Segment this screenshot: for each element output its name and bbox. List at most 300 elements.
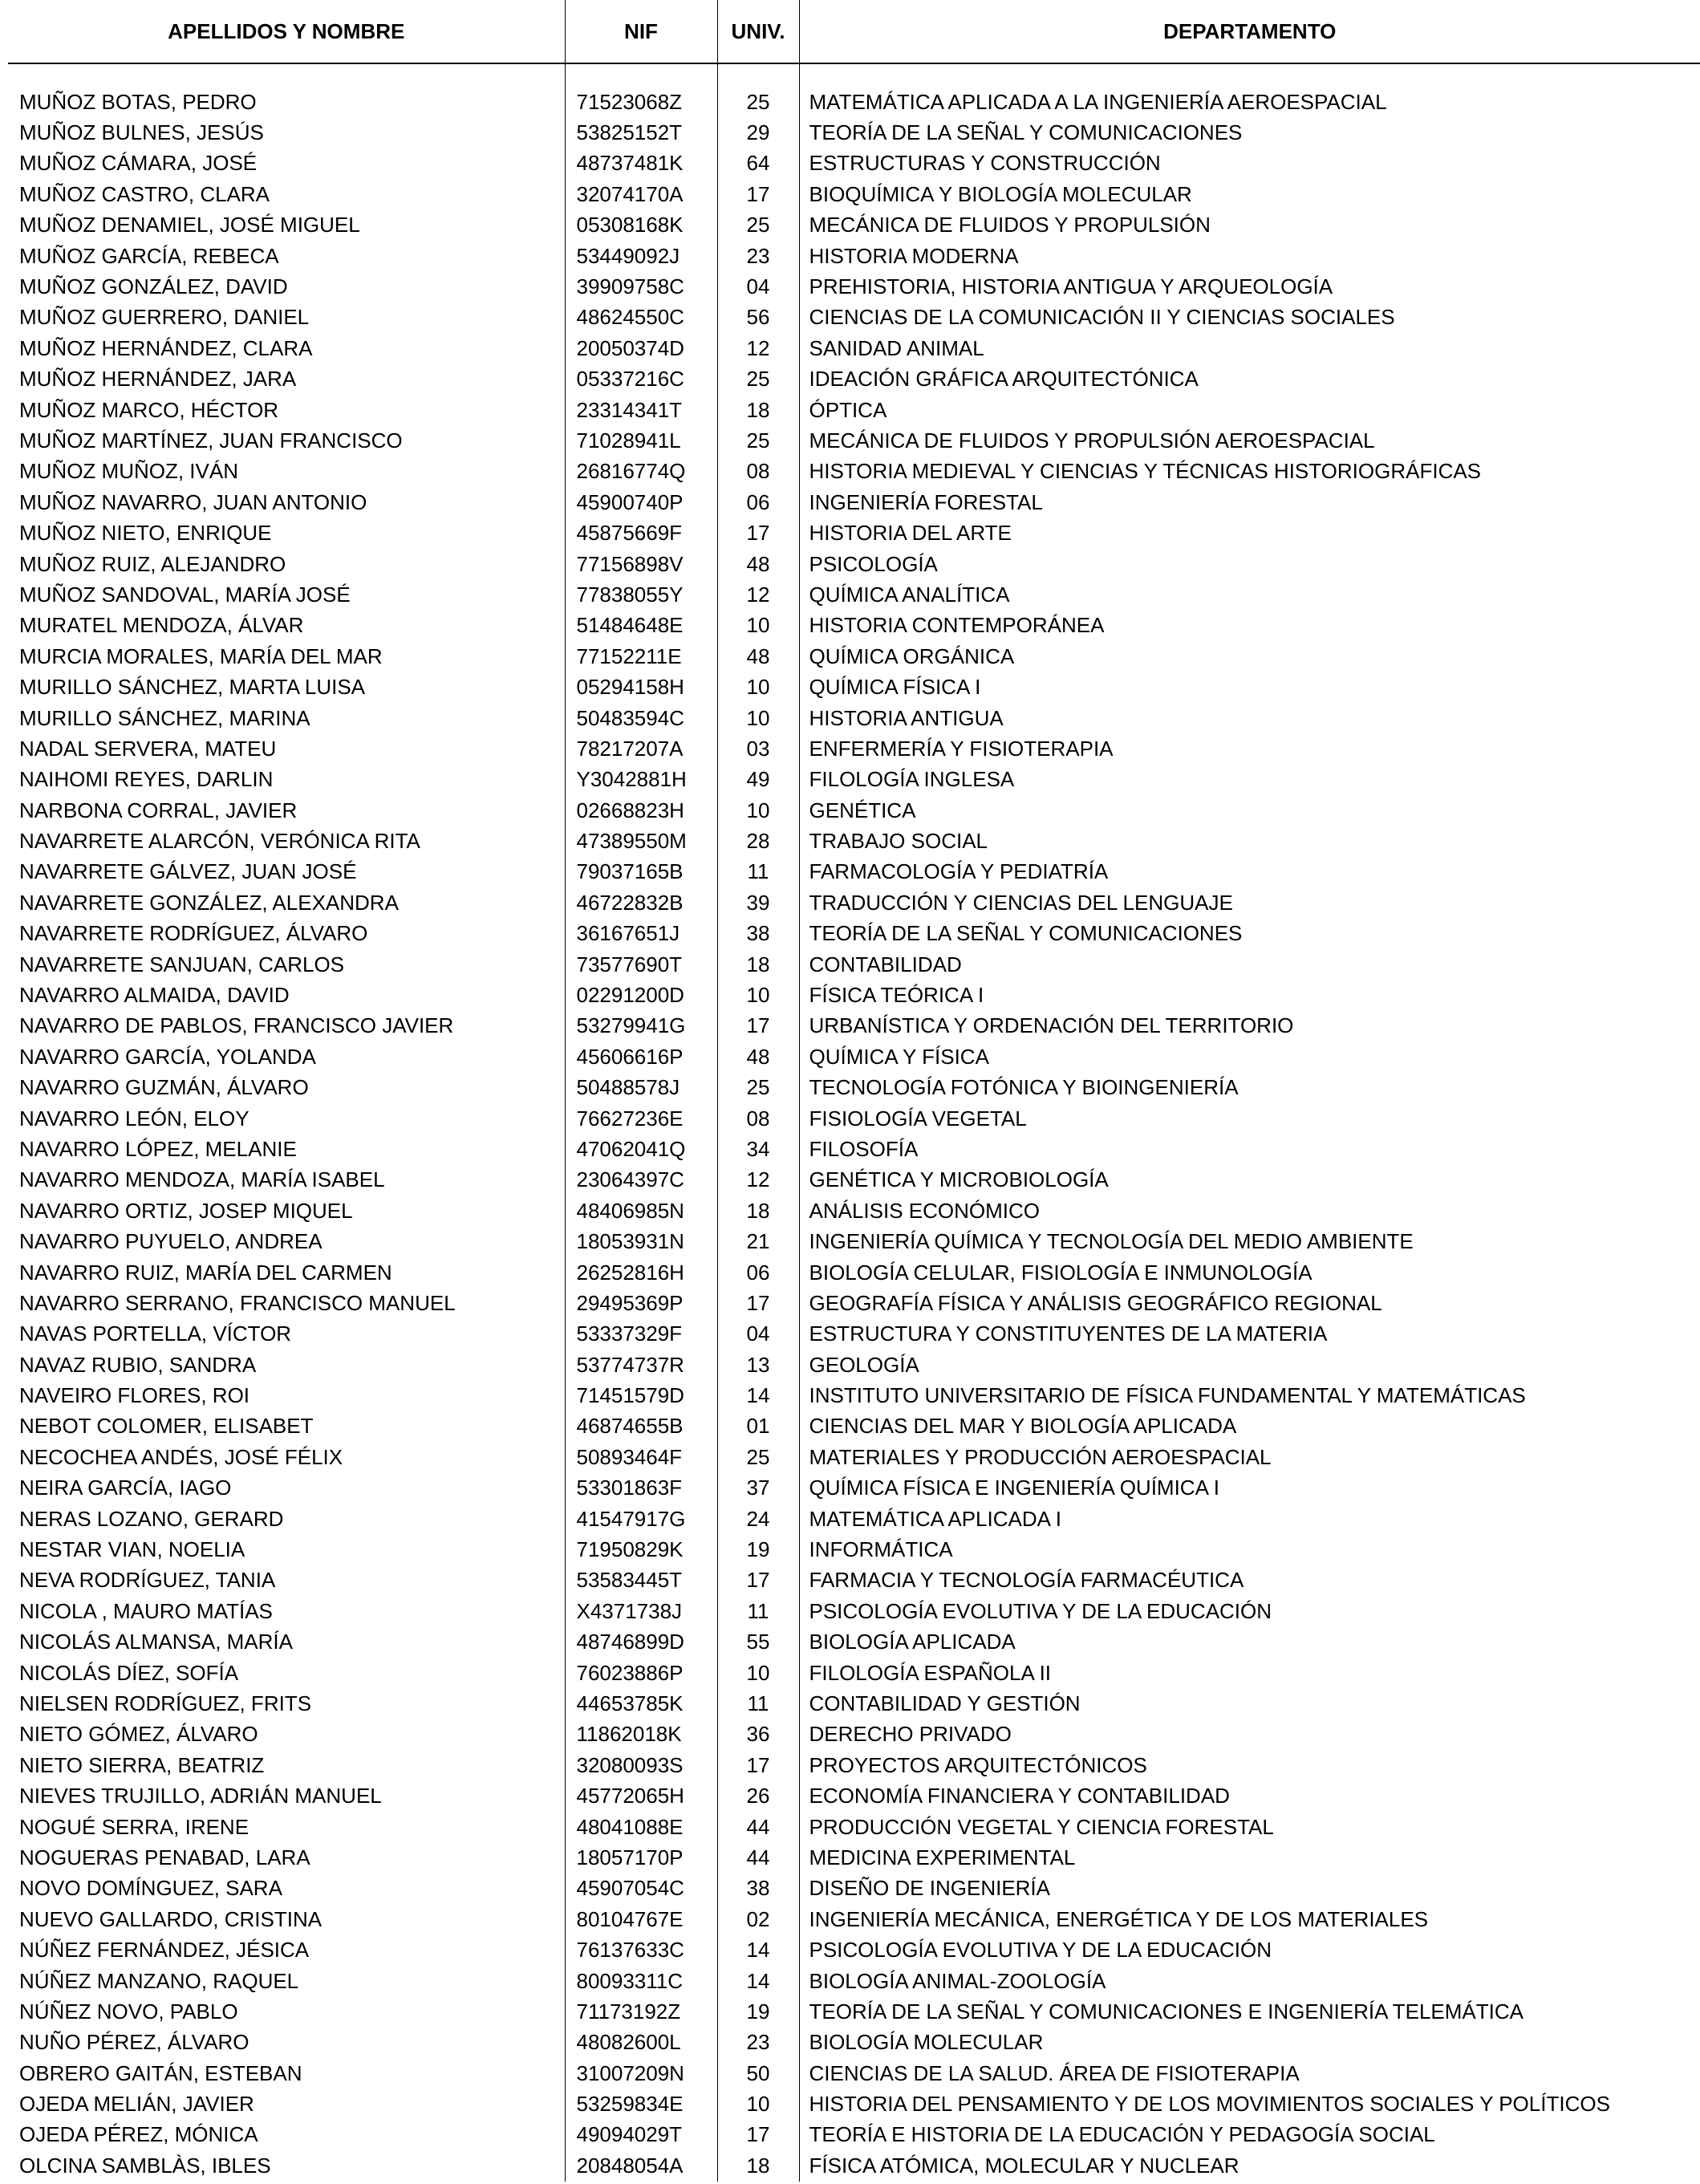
cell-department: ESTRUCTURAS Y CONSTRUCCIÓN (809, 151, 1161, 176)
cell-nif: 20050374D (565, 333, 717, 363)
cell-univ: 38 (717, 919, 799, 949)
table-row (8, 1473, 1700, 1504)
cell-nif: 23064397C (565, 1165, 717, 1196)
cell-univ: 23 (717, 241, 799, 271)
cell-univ: 48 (717, 549, 799, 579)
cell-univ: 10 (717, 672, 799, 702)
cell-univ: 10 (717, 611, 799, 641)
spacer-row (8, 63, 1700, 87)
header-univ: UNIV. (717, 0, 799, 63)
cell-univ: 49 (717, 765, 799, 795)
cell-nif: 45907054C (565, 1873, 717, 1904)
cell-name: NAVARRO DE PABLOS, FRANCISCO JAVIER (8, 1011, 565, 1041)
table-row (8, 1596, 1700, 1626)
table-row (8, 1011, 1700, 1041)
cell-name: MURCIA MORALES, MARÍA DEL MAR (8, 641, 565, 672)
cell-univ: 18 (717, 949, 799, 980)
cell-univ: 11 (717, 1596, 799, 1626)
cell-univ: 64 (717, 148, 799, 179)
cell-name: OJEDA MELIÁN, JAVIER (8, 2089, 565, 2119)
cell-univ: 14 (717, 1380, 799, 1411)
cell-univ: 02 (717, 1904, 799, 1934)
cell-nif: 47062041Q (565, 1134, 717, 1164)
cell-department: DERECHO PRIVADO (809, 1722, 1012, 1747)
cell-department: GEOLOGÍA (809, 1352, 919, 1377)
table-row (8, 1688, 1700, 1719)
cell-nif: 71451579D (565, 1380, 717, 1411)
cell-nif: 46722832B (565, 887, 717, 918)
cell-department: PSICOLOGÍA (809, 551, 938, 576)
cell-nif: 76023886P (565, 1658, 717, 1688)
cell-nif: 48746899D (565, 1627, 717, 1658)
cell-nif: 48082600L (565, 2028, 717, 2058)
cell-department: QUÍMICA ORGÁNICA (809, 643, 1015, 668)
cell-univ: 23 (717, 2028, 799, 2058)
cell-name: NAVEIRO FLORES, ROI (8, 1380, 565, 1411)
cell-nif: 20848054A (565, 2150, 717, 2181)
cell-univ: 56 (717, 302, 799, 333)
cell-univ: 10 (717, 980, 799, 1010)
cell-univ: 17 (717, 1565, 799, 1596)
table-row (8, 887, 1700, 918)
cell-nif: 50893464F (565, 1442, 717, 1472)
table-row (8, 179, 1700, 209)
table-row (8, 1934, 1700, 1965)
table-row (8, 2120, 1700, 2150)
cell-name: NESTAR VIAN, NOELIA (8, 1534, 565, 1565)
cell-nif: 51484648E (565, 611, 717, 641)
cell-department: BIOLOGÍA APLICADA (809, 1630, 1016, 1654)
cell-department: CIENCIAS DE LA SALUD. ÁREA DE FISIOTERAPIA (809, 2060, 1300, 2085)
cell-nif: 02668823H (565, 795, 717, 826)
cell-department: BIOQUÍMICA Y BIOLOGÍA MOLECULAR (809, 181, 1192, 206)
cell-univ: 29 (717, 117, 799, 148)
cell-nif: 49094029T (565, 2120, 717, 2150)
table-row (8, 549, 1700, 579)
cell-nif: 53279941G (565, 1011, 717, 1041)
cell-nif: 48737481K (565, 148, 717, 179)
cell-name: NEIRA GARCÍA, IAGO (8, 1473, 565, 1504)
cell-nif: X4371738J (565, 1596, 717, 1626)
cell-name: NAVARRO GARCÍA, YOLANDA (8, 1041, 565, 1072)
table-row (8, 826, 1700, 856)
cell-department: FILOSOFÍA (809, 1136, 919, 1161)
cell-nif: 76627236E (565, 1103, 717, 1134)
cell-univ: 25 (717, 1073, 799, 1103)
cell-department: TRABAJO SOCIAL (809, 829, 988, 854)
cell-name: NICOLA , MAURO MATÍAS (8, 1596, 565, 1626)
table-row (8, 2150, 1700, 2181)
cell-department: BIOLOGÍA MOLECULAR (809, 2030, 1044, 2055)
cell-name: MUÑOZ DENAMIEL, JOSÉ MIGUEL (8, 210, 565, 241)
cell-univ: 17 (717, 2120, 799, 2150)
cell-nif: 11862018K (565, 1719, 717, 1750)
cell-name: MUÑOZ MARTÍNEZ, JUAN FRANCISCO (8, 425, 565, 456)
cell-department: ENFERMERÍA Y FISIOTERAPIA (809, 736, 1114, 761)
cell-department: MECÁNICA DE FLUIDOS Y PROPULSIÓN AEROESPACIAL (809, 428, 1375, 453)
cell-univ: 17 (717, 179, 799, 209)
cell-name: NUEVO GALLARDO, CRISTINA (8, 1904, 565, 1934)
cell-name: NICOLÁS ALMANSA, MARÍA (8, 1627, 565, 1658)
cell-univ: 17 (717, 1288, 799, 1318)
cell-univ: 06 (717, 487, 799, 518)
table-row (8, 87, 1700, 117)
cell-department: CONTABILIDAD Y GESTIÓN (809, 1691, 1081, 1715)
cell-univ: 28 (717, 826, 799, 856)
cell-nif: 45606616P (565, 1041, 717, 1072)
cell-name: NARBONA CORRAL, JAVIER (8, 795, 565, 826)
cell-univ: 34 (717, 1134, 799, 1164)
cell-nif: 77152211E (565, 641, 717, 672)
cell-nif: 45900740P (565, 487, 717, 518)
cell-name: NEVA RODRÍGUEZ, TANIA (8, 1565, 565, 1596)
table-row (8, 1288, 1700, 1318)
cell-name: MUÑOZ BOTAS, PEDRO (8, 87, 565, 117)
table-row (8, 1442, 1700, 1472)
table-row (8, 1966, 1700, 1996)
cell-nif: 45772065H (565, 1780, 717, 1811)
cell-name: NAIHOMI REYES, DARLIN (8, 765, 565, 795)
cell-department: GENÉTICA Y MICROBIOLOGÍA (809, 1167, 1109, 1192)
cell-nif: 48041088E (565, 1812, 717, 1842)
cell-nif: 48624550C (565, 302, 717, 333)
cell-nif: 53259834E (565, 2089, 717, 2119)
table-row (8, 1534, 1700, 1565)
cell-name: OBRERO GAITÁN, ESTEBAN (8, 2058, 565, 2089)
table-row (8, 302, 1700, 333)
table-row (8, 1380, 1700, 1411)
cell-department: HISTORIA DEL PENSAMIENTO Y DE LOS MOVIMIENTOS SOCIALES Y POLÍTICOS (809, 2092, 1610, 2117)
cell-univ: 26 (717, 1780, 799, 1811)
cell-univ: 11 (717, 857, 799, 887)
cell-department: PRODUCCIÓN VEGETAL Y CIENCIA FORESTAL (809, 1814, 1274, 1839)
table-row (8, 919, 1700, 949)
cell-department: TRADUCCIÓN Y CIENCIAS DEL LENGUAJE (809, 890, 1233, 915)
cell-nif: 71950829K (565, 1534, 717, 1565)
cell-department: CIENCIAS DEL MAR Y BIOLOGÍA APLICADA (809, 1414, 1237, 1439)
cell-name: NAVARRO LÓPEZ, MELANIE (8, 1134, 565, 1164)
table-row (8, 1750, 1700, 1780)
cell-univ: 18 (717, 2150, 799, 2181)
cell-univ: 37 (717, 1473, 799, 1504)
cell-univ: 04 (717, 1319, 799, 1350)
cell-name: NECOCHEA ANDÉS, JOSÉ FÉLIX (8, 1442, 565, 1472)
cell-nif: 50483594C (565, 703, 717, 733)
cell-univ: 19 (717, 1534, 799, 1565)
table-row (8, 271, 1700, 302)
header-department: DEPARTAMENTO (799, 0, 1700, 63)
cell-department: ESTRUCTURA Y CONSTITUYENTES DE LA MATERIA (809, 1321, 1328, 1346)
cell-univ: 36 (717, 1719, 799, 1750)
cell-name: NAVAZ RUBIO, SANDRA (8, 1350, 565, 1380)
cell-nif: 36167651J (565, 919, 717, 949)
cell-department: FARMACOLOGÍA Y PEDIATRÍA (809, 859, 1109, 884)
cell-name: MUÑOZ BULNES, JESÚS (8, 117, 565, 148)
cell-univ: 10 (717, 703, 799, 733)
cell-department: HISTORIA ANTIGUA (809, 705, 1004, 730)
cell-name: MUÑOZ NAVARRO, JUAN ANTONIO (8, 487, 565, 518)
cell-department: ÓPTICA (809, 397, 887, 422)
cell-name: MUÑOZ GONZÁLEZ, DAVID (8, 271, 565, 302)
table-row (8, 1812, 1700, 1842)
cell-univ: 39 (717, 887, 799, 918)
cell-univ: 21 (717, 1226, 799, 1256)
cell-department: QUÍMICA FÍSICA E INGENIERÍA QUÍMICA I (809, 1476, 1219, 1500)
cell-department: MATERIALES Y PRODUCCIÓN AEROESPACIAL (809, 1444, 1272, 1469)
cell-department: PSICOLOGÍA EVOLUTIVA Y DE LA EDUCACIÓN (809, 1598, 1272, 1623)
cell-department: QUÍMICA Y FÍSICA (809, 1044, 989, 1069)
cell-nif: 53774737R (565, 1350, 717, 1380)
cell-nif: 77156898V (565, 549, 717, 579)
cell-univ: 12 (717, 579, 799, 610)
cell-nif: 78217207A (565, 733, 717, 764)
cell-department: ANÁLISIS ECONÓMICO (809, 1198, 1040, 1223)
cell-department: INGENIERÍA MECÁNICA, ENERGÉTICA Y DE LOS MATERIALES (809, 1906, 1429, 1931)
table-row (8, 1996, 1700, 2027)
cell-nif: 02291200D (565, 980, 717, 1010)
cell-univ: 10 (717, 795, 799, 826)
table-row (8, 364, 1700, 395)
cell-department: FARMACIA Y TECNOLOGÍA FARMACÉUTICA (809, 1568, 1244, 1593)
cell-univ: 18 (717, 1196, 799, 1226)
cell-name: NAVARRETE GONZÁLEZ, ALEXANDRA (8, 887, 565, 918)
cell-department: QUÍMICA FÍSICA I (809, 675, 981, 700)
table-row (8, 395, 1700, 425)
table-row (8, 1257, 1700, 1288)
cell-nif: 45875669F (565, 518, 717, 548)
cell-name: NÚÑEZ FERNÁNDEZ, JÉSICA (8, 1934, 565, 1965)
table-row (8, 949, 1700, 980)
cell-univ: 25 (717, 87, 799, 117)
table-row (8, 518, 1700, 548)
cell-name: NÚÑEZ MANZANO, RAQUEL (8, 1966, 565, 1996)
cell-name: NÚÑEZ NOVO, PABLO (8, 1996, 565, 2027)
table-row (8, 148, 1700, 179)
cell-nif: 50488578J (565, 1073, 717, 1103)
cell-name: NOGUÉ SERRA, IRENE (8, 1812, 565, 1842)
cell-nif: 80093311C (565, 1966, 717, 1996)
table-row (8, 765, 1700, 795)
cell-univ: 10 (717, 1658, 799, 1688)
cell-department: TEORÍA DE LA SEÑAL Y COMUNICACIONES (809, 120, 1243, 145)
cell-department: BIOLOGÍA ANIMAL-ZOOLOGÍA (809, 1968, 1106, 1993)
cell-nif: Y3042881H (565, 765, 717, 795)
cell-name: NERAS LOZANO, GERARD (8, 1504, 565, 1534)
cell-nif: 32080093S (565, 1750, 717, 1780)
cell-univ: 14 (717, 1934, 799, 1965)
table-row (8, 1904, 1700, 1934)
table-row (8, 641, 1700, 672)
cell-name: NAVARRO MENDOZA, MARÍA ISABEL (8, 1165, 565, 1196)
cell-name: NAVARRO RUIZ, MARÍA DEL CARMEN (8, 1257, 565, 1288)
cell-department: INGENIERÍA QUÍMICA Y TECNOLOGÍA DEL MEDIO AMBIENTE (809, 1229, 1414, 1254)
cell-univ: 44 (717, 1812, 799, 1842)
header-name: APELLIDOS Y NOMBRE (8, 0, 565, 63)
cell-nif: 73577690T (565, 949, 717, 980)
cell-department: HISTORIA MODERNA (809, 243, 1019, 268)
cell-nif: 53301863F (565, 1473, 717, 1504)
cell-name: MUÑOZ CÁMARA, JOSÉ (8, 148, 565, 179)
cell-univ: 13 (717, 1350, 799, 1380)
cell-name: OLCINA SAMBLÀS, IBLES (8, 2150, 565, 2181)
cell-name: NADAL SERVERA, MATEU (8, 733, 565, 764)
cell-nif: 39909758C (565, 271, 717, 302)
table-row (8, 333, 1700, 363)
table-row (8, 1350, 1700, 1380)
cell-department: HISTORIA MEDIEVAL Y CIENCIAS Y TÉCNICAS HISTORIOGRÁFICAS (809, 459, 1482, 484)
cell-name: NAVARRO SERRANO, FRANCISCO MANUEL (8, 1288, 565, 1318)
cell-department: HISTORIA DEL ARTE (809, 521, 1012, 546)
table-header (8, 0, 1700, 63)
cell-department: CIENCIAS DE LA COMUNICACIÓN II Y CIENCIAS SOCIALES (809, 305, 1395, 330)
cell-nif: 80104767E (565, 1904, 717, 1934)
table-row (8, 1842, 1700, 1873)
cell-name: NAVARRO LEÓN, ELOY (8, 1103, 565, 1134)
cell-name: MUÑOZ GARCÍA, REBECA (8, 241, 565, 271)
table-row (8, 425, 1700, 456)
cell-department: ECONOMÍA FINANCIERA Y CONTABILIDAD (809, 1784, 1230, 1808)
cell-department: TECNOLOGÍA FOTÓNICA Y BIOINGENIERÍA (809, 1075, 1239, 1100)
table-row (8, 579, 1700, 610)
cell-department: PREHISTORIA, HISTORIA ANTIGUA Y ARQUEOLOGÍA (809, 274, 1333, 299)
cell-nif: 76137633C (565, 1934, 717, 1965)
cell-name: NOGUERAS PENABAD, LARA (8, 1842, 565, 1873)
table-row (8, 457, 1700, 487)
table-row (8, 1658, 1700, 1688)
table-row (8, 672, 1700, 702)
table-row (8, 1226, 1700, 1256)
cell-department: TEORÍA DE LA SEÑAL Y COMUNICACIONES E INGENIERÍA TELEMÁTICA (809, 1999, 1524, 2024)
cell-name: MURILLO SÁNCHEZ, MARINA (8, 703, 565, 733)
cell-nif: 53449092J (565, 241, 717, 271)
cell-nif: 18053931N (565, 1226, 717, 1256)
table-row (8, 2089, 1700, 2119)
table-row (8, 1196, 1700, 1226)
table-row (8, 1103, 1700, 1134)
cell-name: NUÑO PÉREZ, ÁLVARO (8, 2028, 565, 2058)
cell-name: OJEDA PÉREZ, MÓNICA (8, 2120, 565, 2150)
cell-name: MUÑOZ MARCO, HÉCTOR (8, 395, 565, 425)
cell-name: MURILLO SÁNCHEZ, MARTA LUISA (8, 672, 565, 702)
cell-univ: 06 (717, 1257, 799, 1288)
cell-department: TEORÍA DE LA SEÑAL Y COMUNICACIONES (809, 921, 1243, 946)
cell-nif: 44653785K (565, 1688, 717, 1719)
cell-department: FISIOLOGÍA VEGETAL (809, 1106, 1027, 1131)
cell-nif: 29495369P (565, 1288, 717, 1318)
cell-univ: 11 (717, 1688, 799, 1719)
cell-name: NAVARRETE ALARCÓN, VERÓNICA RITA (8, 826, 565, 856)
cell-department: FÍSICA TEÓRICA I (809, 983, 984, 1008)
cell-department: IDEACIÓN GRÁFICA ARQUITECTÓNICA (809, 367, 1199, 392)
cell-univ: 12 (717, 1165, 799, 1196)
cell-name: NAVARRETE RODRÍGUEZ, ÁLVARO (8, 919, 565, 949)
table-row (8, 1565, 1700, 1596)
table-row (8, 2028, 1700, 2058)
cell-nif: 77838055Y (565, 579, 717, 610)
table-row (8, 703, 1700, 733)
cell-nif: 71523068Z (565, 87, 717, 117)
cell-nif: 26252816H (565, 1257, 717, 1288)
table-row (8, 1165, 1700, 1196)
cell-univ: 08 (717, 1103, 799, 1134)
cell-department: DISEÑO DE INGENIERÍA (809, 1876, 1050, 1901)
cell-name: MUÑOZ RUIZ, ALEJANDRO (8, 549, 565, 579)
header-nif: NIF (565, 0, 717, 63)
table-row (8, 1504, 1700, 1534)
cell-name: MUÑOZ CASTRO, CLARA (8, 179, 565, 209)
cell-univ: 24 (717, 1504, 799, 1534)
cell-department: GEOGRAFÍA FÍSICA Y ANÁLISIS GEOGRÁFICO REGIONAL (809, 1290, 1382, 1315)
table-row (8, 1873, 1700, 1904)
cell-name: MURATEL MENDOZA, ÁLVAR (8, 611, 565, 641)
table-row (8, 611, 1700, 641)
cell-univ: 14 (717, 1966, 799, 1996)
cell-nif: 46874655B (565, 1411, 717, 1442)
cell-nif: 26816774Q (565, 457, 717, 487)
cell-name: NAVARRO PUYUELO, ANDREA (8, 1226, 565, 1256)
cell-univ: 04 (717, 271, 799, 302)
cell-department: INFORMÁTICA (809, 1537, 953, 1562)
cell-nif: 53337329F (565, 1319, 717, 1350)
cell-nif: 71173192Z (565, 1996, 717, 2027)
cell-department: MEDICINA EXPERIMENTAL (809, 1845, 1076, 1869)
cell-department: FILOLOGÍA INGLESA (809, 767, 1015, 792)
cell-name: MUÑOZ MUÑOZ, IVÁN (8, 457, 565, 487)
cell-name: MUÑOZ HERNÁNDEZ, JARA (8, 364, 565, 395)
table-row (8, 117, 1700, 148)
cell-department: GENÉTICA (809, 798, 916, 822)
cell-department: MATEMÁTICA APLICADA A LA INGENIERÍA AEROESPACIAL (809, 89, 1387, 114)
cell-univ: 48 (717, 641, 799, 672)
cell-name: NAVARRO ORTIZ, JOSEP MIQUEL (8, 1196, 565, 1226)
cell-univ: 19 (717, 1996, 799, 2027)
table-row (8, 857, 1700, 887)
cell-univ: 10 (717, 2089, 799, 2119)
cell-univ: 44 (717, 1842, 799, 1873)
table-body (8, 63, 1700, 2182)
table-row (8, 1073, 1700, 1103)
cell-nif: 05337216C (565, 364, 717, 395)
cell-name: NAVARRETE GÁLVEZ, JUAN JOSÉ (8, 857, 565, 887)
results-table (8, 0, 1700, 2182)
cell-department: CONTABILIDAD (809, 952, 962, 976)
cell-name: NAVARRO ALMAIDA, DAVID (8, 980, 565, 1010)
cell-nif: 31007209N (565, 2058, 717, 2089)
cell-name: NEBOT COLOMER, ELISABET (8, 1411, 565, 1442)
cell-univ: 18 (717, 395, 799, 425)
cell-department: TEORÍA E HISTORIA DE LA EDUCACIÓN Y PEDAGOGÍA SOCIAL (809, 2122, 1435, 2147)
table-row (8, 2058, 1700, 2089)
cell-department: INSTITUTO UNIVERSITARIO DE FÍSICA FUNDAMENTAL Y MATEMÁTICAS (809, 1383, 1526, 1408)
cell-univ: 48 (717, 1041, 799, 1072)
cell-name: NIEVES TRUJILLO, ADRIÁN MANUEL (8, 1780, 565, 1811)
cell-nif: 05294158H (565, 672, 717, 702)
table-row (8, 795, 1700, 826)
cell-name: NIELSEN RODRÍGUEZ, FRITS (8, 1688, 565, 1719)
table-row (8, 1319, 1700, 1350)
cell-nif: 79037165B (565, 857, 717, 887)
cell-department: MATEMÁTICA APLICADA I (809, 1506, 1061, 1531)
cell-univ: 25 (717, 425, 799, 456)
cell-univ: 17 (717, 1750, 799, 1780)
cell-department: BIOLOGÍA CELULAR, FISIOLOGÍA E INMUNOLOGÍA (809, 1260, 1313, 1285)
table-row (8, 1719, 1700, 1750)
cell-name: MUÑOZ HERNÁNDEZ, CLARA (8, 333, 565, 363)
cell-univ: 25 (717, 1442, 799, 1472)
cell-univ: 17 (717, 518, 799, 548)
table-row (8, 210, 1700, 241)
cell-univ: 38 (717, 1873, 799, 1904)
